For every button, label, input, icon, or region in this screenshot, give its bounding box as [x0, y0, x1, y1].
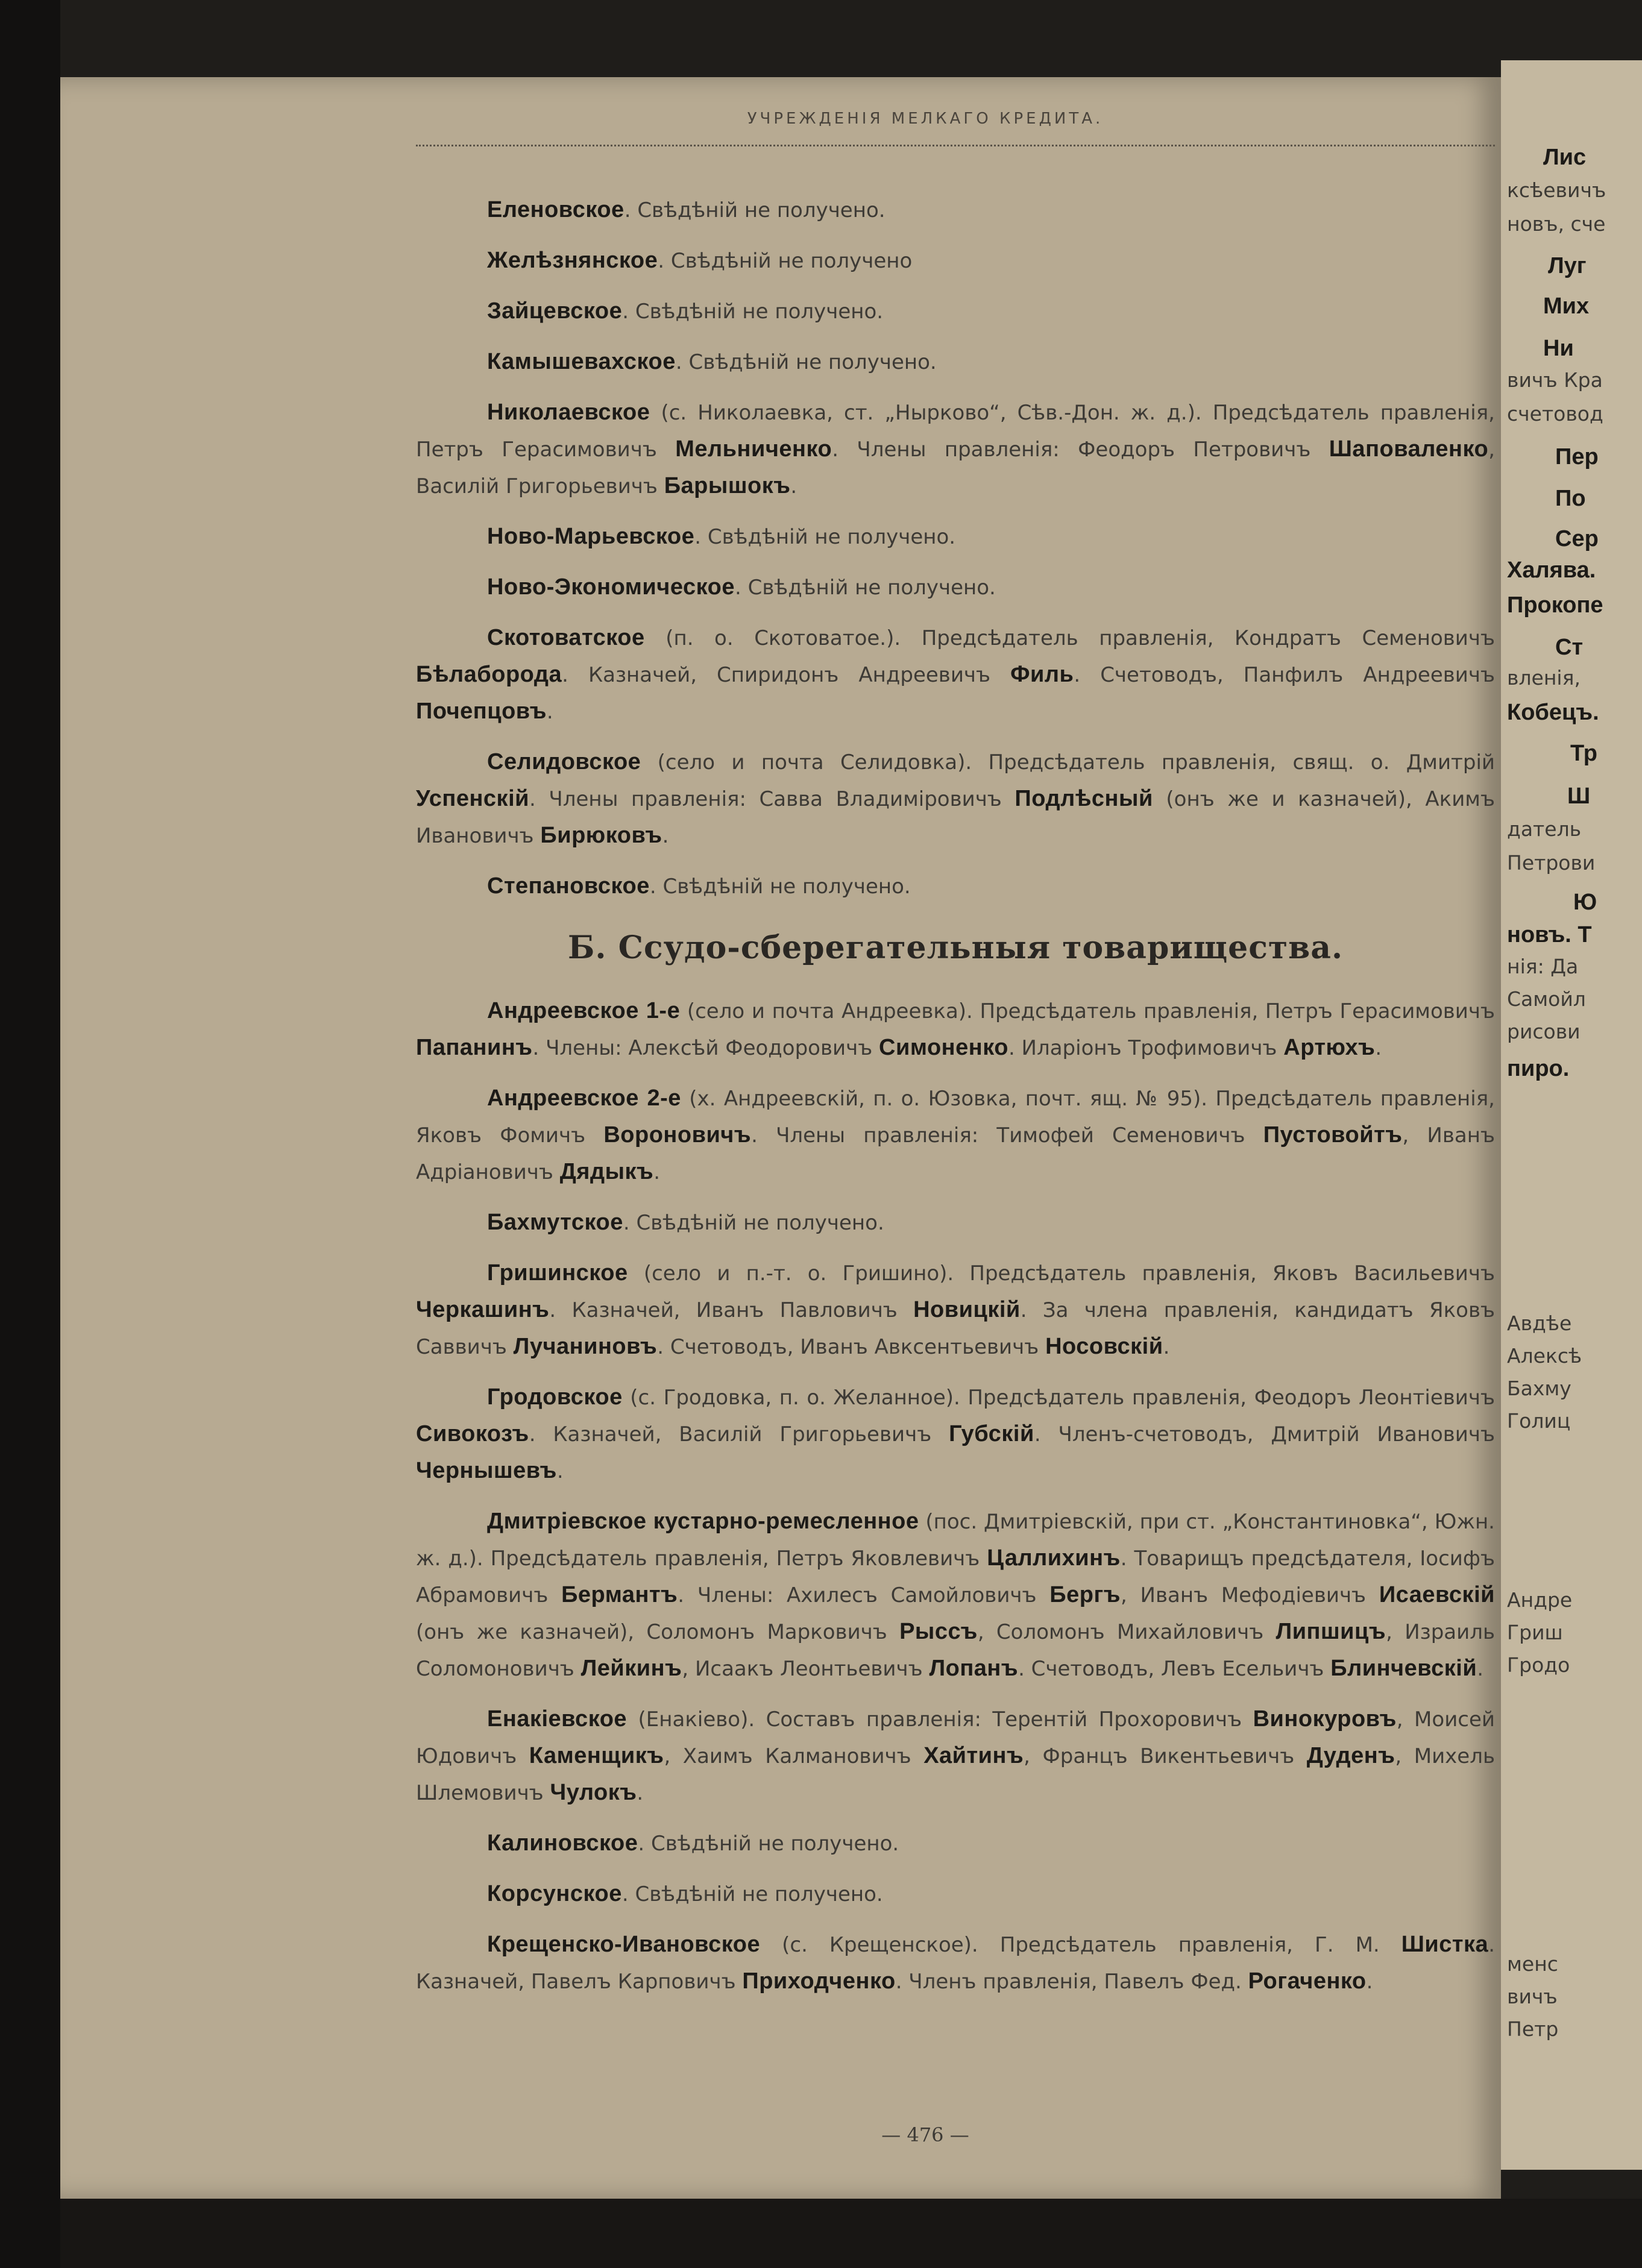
entry-text: . Счетоводъ, Левъ Есельичъ [1018, 1657, 1331, 1681]
adjacent-page-line: Прокопе [1507, 592, 1603, 618]
adjacent-page-line: Халява. [1507, 558, 1596, 583]
entry-text: . Счетоводъ, Иванъ Авксентьевичъ [657, 1335, 1046, 1359]
entry-text: . [1375, 1036, 1382, 1060]
entry-text: (пос. Дмитріевскій, при ст. „Константиновка“, Южн. ж. д.). Предсѣдатель правленія, Петръ Яковлевичъ [416, 1510, 1495, 1571]
entry-text: , Хаимъ Калмановичъ [664, 1744, 924, 1768]
entry-name: Чернышевъ [416, 1458, 557, 1483]
entry-name: Степановское [487, 873, 650, 899]
entry-name: Каменщикъ [529, 1743, 664, 1768]
adjacent-page-line: вичъ [1507, 1985, 1558, 2008]
entry-text: . Свѣдѣній не получено. [623, 1211, 884, 1235]
entry-text: . Свѣдѣній не получено [658, 249, 913, 273]
adjacent-page-line: Петрови [1507, 851, 1596, 875]
section-title: Б. Ссудо-сберегательныя товарищества. [567, 929, 1344, 966]
entry-name: Исаевскій [1379, 1582, 1495, 1607]
header-rule [416, 145, 1495, 146]
adjacent-page-line: Ш [1567, 784, 1591, 809]
adjacent-page-line: Мих [1543, 294, 1590, 319]
page-content [416, 77, 1501, 2199]
entry-name: Рогаченко [1248, 1968, 1367, 1994]
adjacent-page-line: Голиц [1507, 1409, 1571, 1433]
entry-name: Губскій [949, 1421, 1034, 1447]
entry-name: Бѣлаборода [416, 662, 562, 687]
adjacent-page-line: пиро. [1507, 1056, 1570, 1081]
entry-text: . Иларіонъ Трофимовичъ [1008, 1036, 1284, 1060]
entry-text: . Свѣдѣній не получено. [621, 1882, 883, 1906]
entry-text: (Енакіево). Составъ правленія: Терентій Прохоровичъ [627, 1707, 1253, 1732]
entry-text: , Исаакъ Леонтьевичъ [682, 1657, 930, 1681]
entry-name: Андреевское 2-е [487, 1085, 681, 1111]
entry-name: Черкашинъ [416, 1297, 550, 1322]
entry-name: Чулокъ [550, 1780, 637, 1805]
entry-text: , Францъ Викентьевичъ [1024, 1744, 1307, 1768]
entry-paragraph [416, 1503, 1495, 1687]
entry-text: . [556, 1459, 564, 1483]
section-b-entries [416, 993, 1495, 2000]
entry-name: Блинчевскій [1330, 1656, 1477, 1681]
entry-text: . [1163, 1335, 1170, 1359]
entry-paragraph [416, 518, 1495, 555]
entry-text: . Казначей, Спиридонъ Андреевичъ [562, 663, 1011, 687]
entry-text: . Счетоводъ, Панфилъ Андреевичъ [1074, 663, 1495, 687]
entry-name: Филь [1010, 662, 1074, 687]
entry-name: Николаевское [487, 400, 650, 425]
entry-name: Ново-Марьевское [487, 524, 695, 549]
adjacent-page-line: Ни [1543, 336, 1574, 361]
entry-name: Бахмутское [487, 1210, 623, 1235]
adjacent-page-line: Петр [1507, 2017, 1559, 2041]
entry-text: , Иванъ Мефодіевичъ [1120, 1583, 1379, 1607]
entry-name: Желѣзнянское [487, 248, 658, 273]
adjacent-page-line: Луг [1548, 253, 1587, 278]
entry-name: Цаллихинъ [987, 1545, 1121, 1571]
book-page [60, 77, 1501, 2199]
entry-name: Дмитріевское кустарно-ремесленное [487, 1509, 919, 1534]
entry-name: Шаповаленко [1329, 436, 1489, 462]
entry-paragraph [416, 993, 1495, 1066]
running-head: УЧРЕЖДЕНІЯ МЕЛКАГО КРЕДИТА. [747, 110, 1104, 128]
entry-text: (с. Крещенское). Предсѣдатель правленія, Г. М. [760, 1933, 1401, 1957]
entry-name: Калиновское [487, 1830, 638, 1856]
entry-text: , Василій Григорьевичъ [416, 438, 1495, 498]
entry-text: . Члены правленія: Тимофей Семеновичъ [751, 1123, 1263, 1148]
entry-name: Сивокозъ [416, 1421, 529, 1447]
adjacent-page-line: Пер [1555, 444, 1599, 470]
entry-text: , Соломонъ Михайловичъ [977, 1620, 1276, 1644]
entry-paragraph [416, 1255, 1495, 1365]
entry-text: . Свѣдѣній не получено. [622, 300, 884, 324]
entry-text: . [637, 1781, 644, 1805]
entry-name: Гродовское [487, 1384, 623, 1410]
entry-text: . Свѣдѣній не получено. [638, 1832, 899, 1856]
entry-name: Корсунское [487, 1881, 622, 1906]
section-a-entries [416, 192, 1495, 905]
entry-text: . За члена правленія, кандидатъ Яковъ Саввичъ [416, 1298, 1495, 1359]
entry-name: Камышевахское [487, 349, 676, 374]
adjacent-page-line: Ст [1555, 635, 1584, 660]
adjacent-page-line: Авдѣе [1507, 1311, 1572, 1335]
entry-name: Мельниченко [675, 436, 832, 462]
entry-name: Подлѣсный [1014, 786, 1153, 811]
entry-name: Бермантъ [561, 1582, 678, 1607]
entry-paragraph [416, 1926, 1495, 2000]
entry-text: . Казначей, Иванъ Павловичъ [549, 1298, 914, 1322]
scan-left-margin [0, 0, 60, 2268]
body-text [416, 192, 1495, 2014]
adjacent-page-line: Гриш [1507, 1621, 1563, 1644]
adjacent-page-line: вленія, [1507, 666, 1581, 690]
entry-text: . Члены правленія: Феодоръ Петровичъ [832, 438, 1329, 462]
entry-text: . Свѣдѣній не получено. [694, 525, 956, 549]
entry-name: Барышокъ [664, 473, 791, 498]
entry-name: Андреевское 1-е [487, 998, 681, 1023]
entry-text: . [653, 1160, 661, 1184]
entry-text: (село и почта Андреевка). Предсѣдатель правленія, Петръ Герасимовичъ [680, 999, 1495, 1023]
entry-text: , Иванъ Адріановичъ [416, 1123, 1495, 1184]
entry-name: Лучаниновъ [513, 1334, 658, 1359]
entry-name: Гришинское [487, 1260, 628, 1286]
adjacent-page-line: По [1555, 486, 1586, 511]
entry-name: Дядыкъ [559, 1159, 654, 1184]
entry-text: . [790, 474, 797, 498]
adjacent-page-line: счетовод [1507, 402, 1603, 426]
entry-name: Дуденъ [1306, 1743, 1395, 1768]
adjacent-page-line: Лис [1543, 145, 1587, 170]
entry-paragraph [416, 1825, 1495, 1862]
entry-paragraph [416, 1876, 1495, 1912]
entry-text: , Моисей Юдовичъ [416, 1707, 1495, 1768]
adjacent-page-line: Кобецъ. [1507, 700, 1599, 725]
entry-text: , Михель Шлемовичъ [416, 1744, 1495, 1805]
entry-paragraph [416, 1701, 1495, 1811]
adjacent-page-line: рисови [1507, 1020, 1581, 1043]
entry-name: Бергъ [1049, 1582, 1121, 1607]
entry-text: . [546, 700, 553, 724]
adjacent-page-line: датель [1507, 817, 1582, 841]
entry-name: Скотоватское [487, 625, 645, 650]
entry-text: . Члены правленія: Савва Владиміровичъ [529, 787, 1015, 811]
entry-text: (с. Гродовка, п. о. Желанное). Предсѣдатель правленія, Феодоръ Леонтіевичъ [622, 1386, 1495, 1410]
entry-paragraph [416, 868, 1495, 905]
entry-paragraph [416, 344, 1495, 380]
adjacent-page-line: Андре [1507, 1588, 1573, 1612]
entry-name: Лейкинъ [580, 1656, 682, 1681]
adjacent-page-line: новъ, сче [1507, 212, 1606, 236]
entry-text: . Членъ правленія, Павелъ Фед. [895, 1970, 1248, 1994]
adjacent-page-line: новъ. Т [1507, 922, 1592, 947]
entry-name: Енакіевское [487, 1706, 628, 1732]
adjacent-page-line: Алексѣ [1507, 1344, 1582, 1368]
entry-paragraph [416, 394, 1495, 504]
entry-name: Носовскій [1045, 1334, 1163, 1359]
entry-name: Крещенско-Ивановское [487, 1932, 761, 1957]
entry-name: Еленовское [487, 197, 624, 222]
entry-name: Успенскій [416, 786, 529, 811]
entry-text: . Товарищъ предсѣдателя, Іосифъ Абрамовичъ [416, 1547, 1495, 1607]
entry-name: Симоненко [879, 1035, 1008, 1060]
entry-paragraph [416, 1379, 1495, 1489]
entry-text: . Свѣдѣній не получено. [675, 350, 937, 374]
entry-text: (село и почта Селидовка). Предсѣдатель правленія, свящ. о. Дмитрій [641, 750, 1495, 774]
adjacent-page-line: вичъ Кра [1507, 368, 1603, 392]
adjacent-page-fragment [1501, 60, 1642, 2170]
entry-name: Пустовойтъ [1263, 1122, 1403, 1148]
entry-text: . Члены: Ахилесъ Самойловичъ [678, 1583, 1050, 1607]
adjacent-page-line: Бахму [1507, 1377, 1571, 1400]
entry-paragraph [416, 620, 1495, 730]
adjacent-page-line: Самойл [1507, 987, 1586, 1011]
entry-name: Артюхъ [1283, 1035, 1376, 1060]
entry-paragraph [416, 1204, 1495, 1241]
entry-text: (с. Николаевка, ст. „Нырково“, Сѣв.-Дон. ж. д.). Предсѣдатель правленія, Петръ Герасимовичъ [416, 401, 1495, 462]
entry-name: Рыссъ [899, 1619, 978, 1644]
entry-name: Селидовское [487, 749, 641, 774]
entry-text: . Свѣдѣній не получено. [734, 576, 996, 600]
entry-text: . Члены: Алексѣй Феодоровичъ [532, 1036, 879, 1060]
entry-text: . Членъ-счетоводъ, Дмитрій Ивановичъ [1034, 1422, 1496, 1447]
entry-name: Почепцовъ [416, 699, 547, 724]
entry-text: , Израиль Соломоновичъ [416, 1620, 1495, 1681]
entry-name: Липшицъ [1276, 1619, 1386, 1644]
page-number: — 476 — [881, 2123, 969, 2146]
entry-paragraph [416, 242, 1495, 279]
adjacent-page-line: Сер [1555, 526, 1599, 551]
entry-name: Новицкій [913, 1297, 1021, 1322]
entry-text: . Казначей, Павелъ Карповичъ [416, 1933, 1495, 1994]
adjacent-page-line: менс [1507, 1952, 1558, 1976]
entry-text: . Свѣдѣній не получено. [624, 198, 885, 222]
entry-name: Папанинъ [416, 1035, 533, 1060]
entry-text: . Свѣдѣній не получено. [649, 875, 911, 899]
entry-text: (онъ же казначей), Соломонъ Марковичъ [416, 1620, 900, 1644]
entry-name: Винокуровъ [1253, 1706, 1397, 1732]
adjacent-page-line: ксѣевичъ [1507, 178, 1606, 202]
entry-name: Лопанъ [929, 1656, 1019, 1681]
entry-text: (х. Андреевскій, п. о. Юзовка, почт. ящ. № 95). Предсѣдатель правленія, Яковъ Фомичъ [416, 1087, 1495, 1148]
entry-name: Хайтинъ [923, 1743, 1024, 1768]
adjacent-page-line: нія: Да [1507, 955, 1579, 978]
entry-name: Вороновичъ [603, 1122, 752, 1148]
entry-paragraph [416, 1080, 1495, 1190]
scan-bottom-margin [60, 2199, 1642, 2268]
entry-text: . [1366, 1970, 1373, 1994]
adjacent-page-line: Тр [1570, 741, 1597, 766]
entry-text: . [662, 824, 669, 848]
entry-name: Бирюковъ [540, 823, 662, 848]
entry-text: (онъ же и казначей), Акимъ Ивановичъ [416, 787, 1495, 848]
entry-text: . Казначей, Василій Григорьевичъ [529, 1422, 949, 1447]
adjacent-page-line: Ю [1573, 890, 1597, 915]
entry-text: . [1477, 1657, 1484, 1681]
adjacent-page-line: Гродо [1507, 1653, 1570, 1677]
entry-paragraph [416, 293, 1495, 330]
entry-name: Ново-Экономическое [487, 574, 735, 600]
entry-paragraph [416, 744, 1495, 854]
entry-paragraph [416, 569, 1495, 606]
entry-name: Зайцевское [487, 298, 623, 324]
entry-name: Шистка [1401, 1932, 1489, 1957]
entry-text: (п. о. Скотоватое.). Предсѣдатель правленія, Кондратъ Семеновичъ [644, 626, 1495, 650]
entry-name: Приходченко [742, 1968, 896, 1994]
entry-paragraph [416, 192, 1495, 228]
entry-text: (село и п.-т. о. Гришино). Предсѣдатель правленія, Яковъ Васильевичъ [628, 1261, 1495, 1286]
